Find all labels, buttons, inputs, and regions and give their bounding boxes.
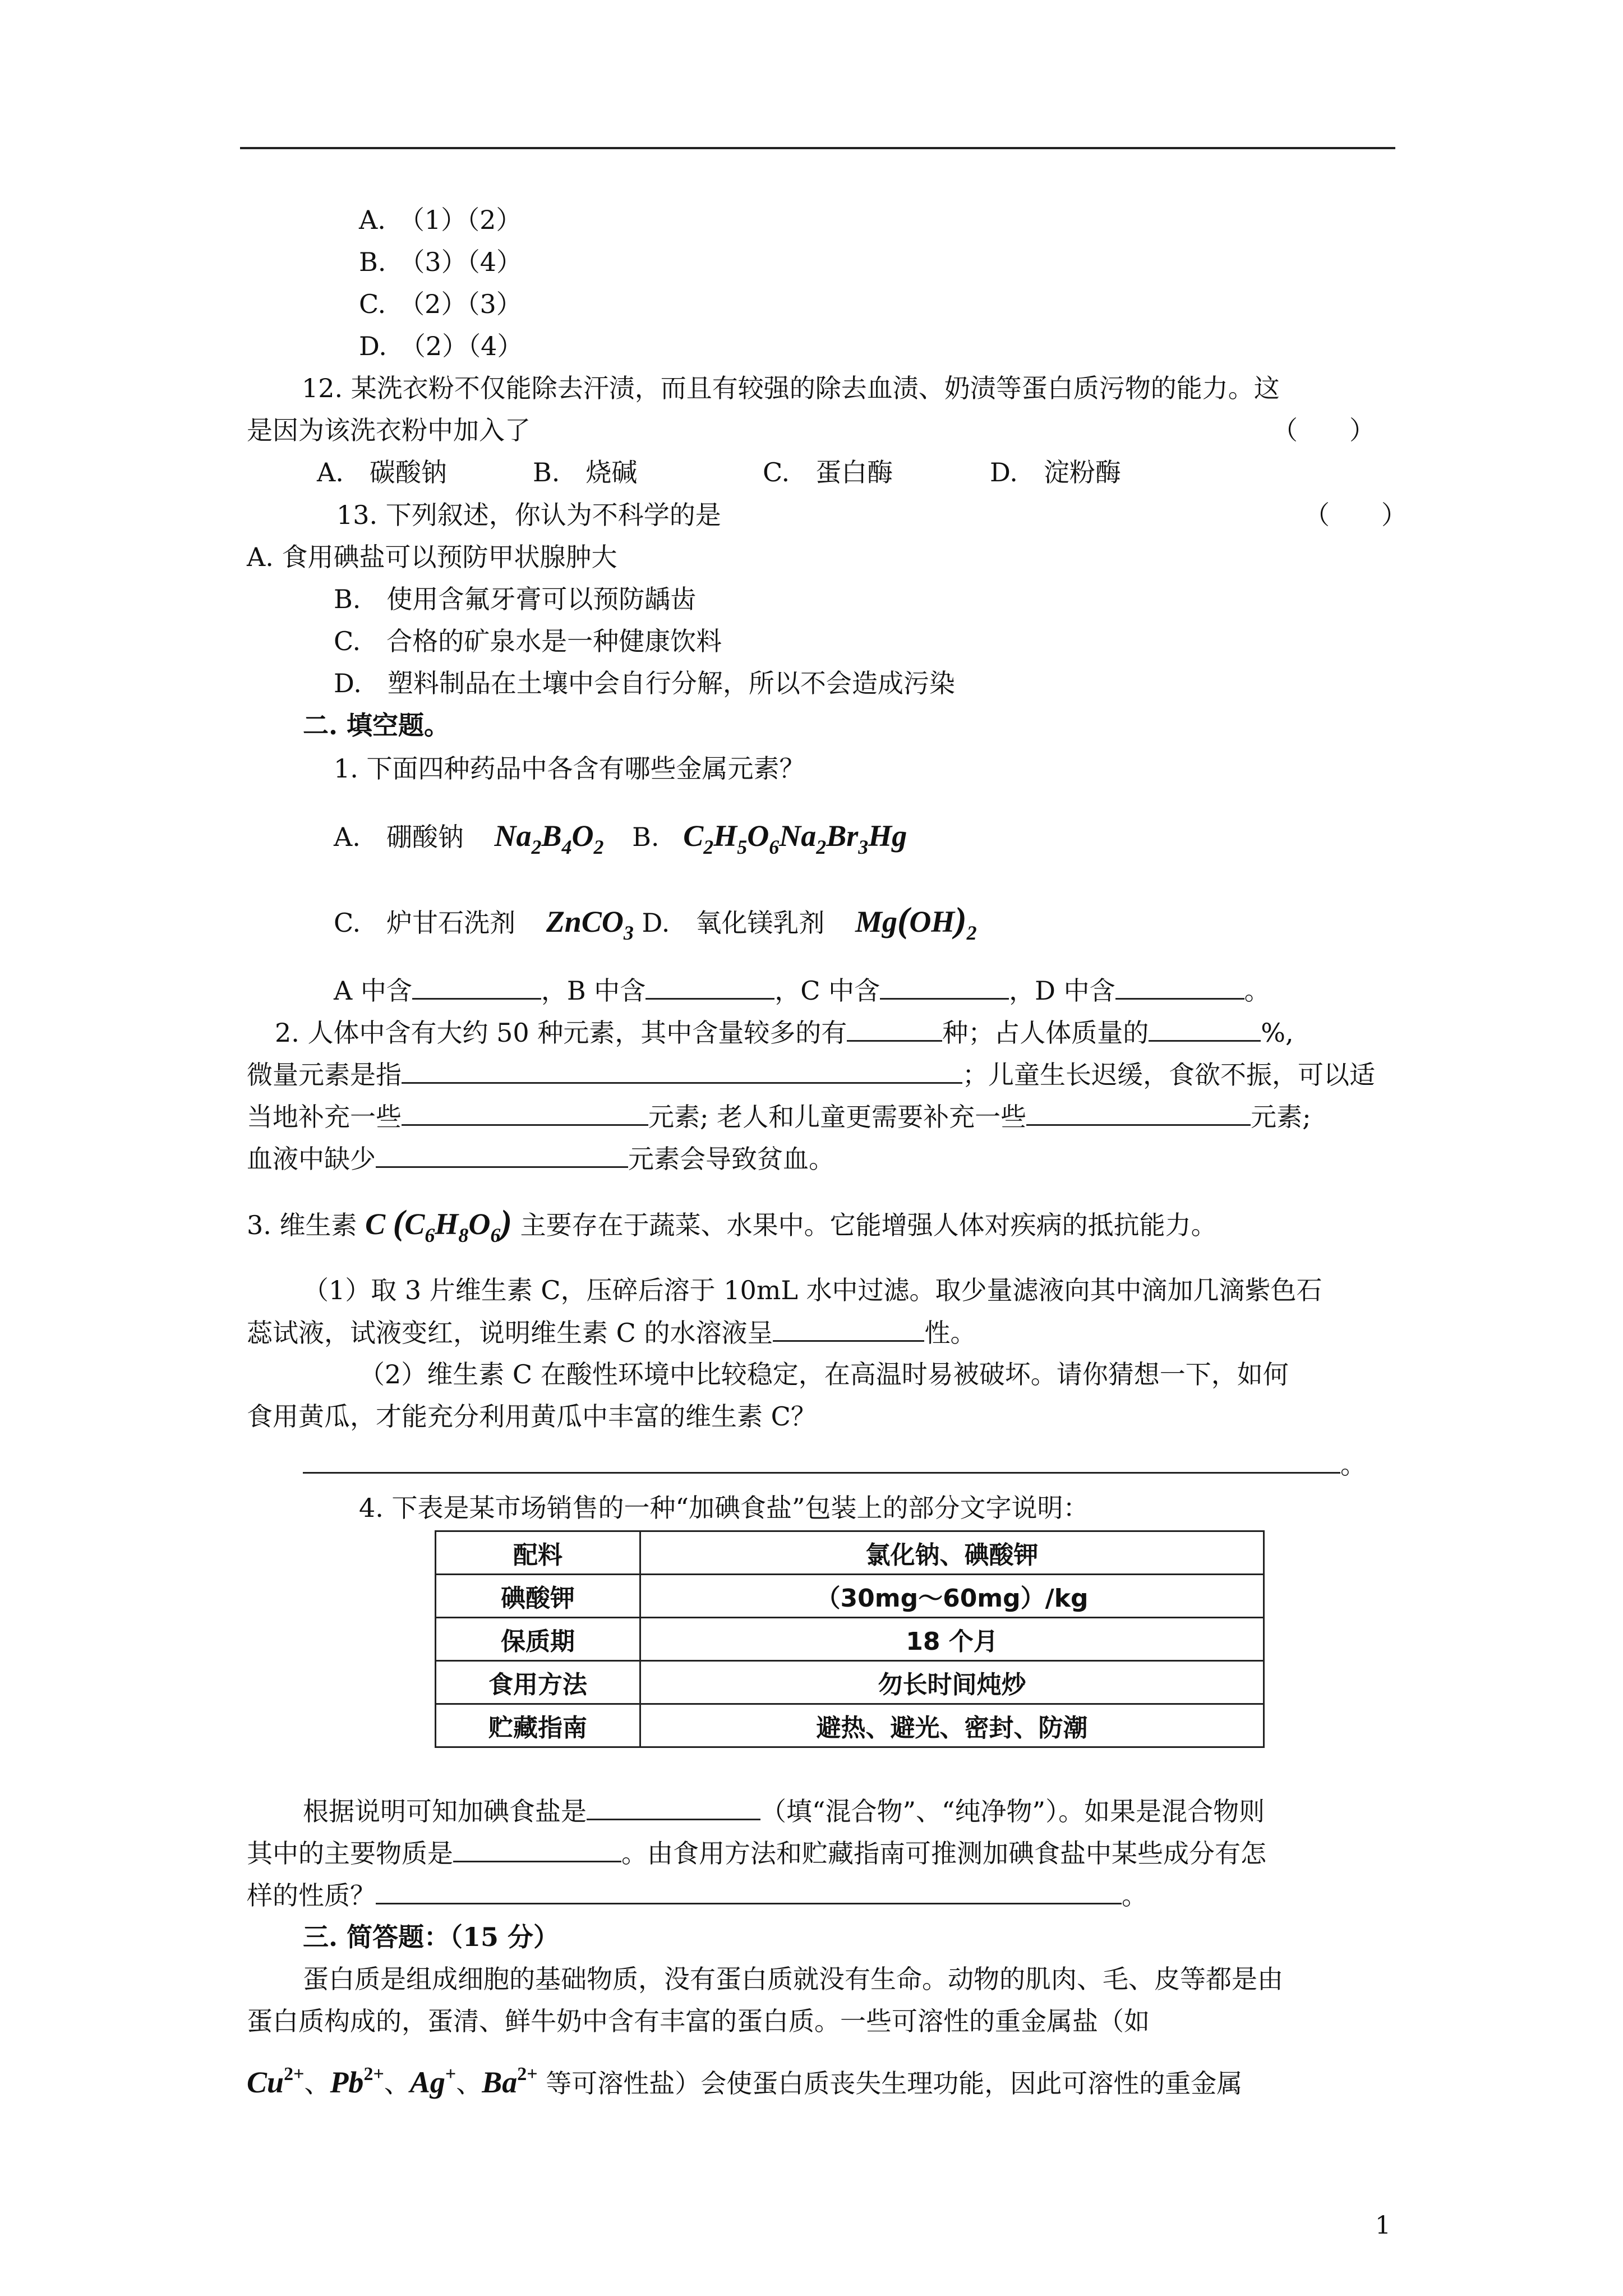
fill2-blank-elderly[interactable] [1026,1099,1251,1126]
fill4-after-line2 [247,1836,1266,1870]
fill3-part1-line1: （1）取 3 片维生素 C，压碎后溶于 10mL 水中过滤。取少量滤液向其中滴加几滴紫色石 [303,1275,1322,1305]
fill2-text-1: 2. 人体中含有大约 50 种元素，其中含量较多的有 [275,1018,847,1048]
fill1-stem: 1. 下面四种药品中各含有哪些金属元素？ [334,753,805,784]
ion-barium: $Ba^{2+}$ [482,2064,538,2099]
formula-zinc-carbonate: ZnCO$_3$ [546,905,634,944]
table-cell-value: 勿长时间炖炒 [640,1661,1264,1704]
fill2-text-2: 种；占人体质量的 [942,1018,1149,1048]
fill1-blank-c[interactable] [880,973,1009,1000]
fill4-after-text-3: 其中的主要物质是 [247,1838,453,1869]
fill4-blank-mixture[interactable] [587,1794,760,1820]
table-row [436,1575,1264,1618]
fill3-answer-line [303,1447,1366,1481]
ion-copper: $Cu^{2+}$ [247,2064,305,2099]
table-cell-key: 贮藏指南 [436,1704,640,1747]
fill3-blank-nature[interactable] [773,1315,924,1342]
section3-line2: 蛋白质构成的，蛋清、鲜牛奶中含有丰富的蛋白质。一些可溶性的重金属盐（如 [247,2006,1150,2036]
fill3-prefix: 3. 维生素 [247,1210,357,1240]
fill4-stem: 4. 下表是某市场销售的一种“加碘食盐”包装上的部分文字说明： [359,1493,1089,1523]
fill4-after-text-5: 样的性质？ [247,1880,376,1911]
fill3-part2-line1: （2）维生素 C 在酸性环境中比较稳定，在高温时易被破坏。请你猜想一下，如何 [359,1359,1289,1389]
fill4-after-text-4: 。由食用方法和贮藏指南可推测加碘食盐中某些成分有怎 [621,1838,1266,1869]
fill1-b-label: B. [632,822,660,852]
section3-line3-text: 等可溶性盐）会使蛋白质丧失生理功能，因此可溶性的重金属 [546,2068,1243,2099]
fill1-row1 [334,819,907,864]
q12-stem-line2: 是因为该洗衣粉中加入了 [247,415,531,445]
section3-line3: $Cu^{2+}$、$Pb^{2+}$、Ag+、$Ba^{2+}$ 等可溶性盐）会使蛋白质丧失生理功能，因此可溶性的重金属 [247,2064,1243,2099]
fill2-text-3: %, [1261,1018,1294,1048]
fill4-blank-main-substance[interactable] [453,1836,621,1862]
fill1-blank-a[interactable] [412,973,541,1000]
q11-option-a: A. （1）（2） [359,205,522,235]
q12-option-a: A. 碳酸钠 [317,457,447,487]
fill1-c-label: C. 炉甘石洗剂 [334,908,516,938]
fill4-blank-properties[interactable] [376,1878,1122,1904]
q12-option-d: D. 淀粉酶 [990,457,1121,487]
table-cell-key: 保质期 [436,1618,640,1661]
formula-magnesium-hydroxide: $Mg(OH)_2$ [855,900,977,944]
fill3-part2-line2: 食用黄瓜，才能充分利用黄瓜中丰富的维生素 C？ [247,1401,817,1432]
fill4-after-line3 [247,1878,1147,1912]
q11-option-d: D. （2）（4） [359,331,523,361]
formula-vitamin-c: C $(C_6H_8O_6)$ [365,1204,513,1246]
fill2-text-5: ；儿童生长迟缓，食欲不振，可以适 [962,1060,1375,1090]
q13-stem: 13. 下列叙述，你认为不科学的是 [336,500,721,530]
fill4-after-text-6: 。 [1122,1880,1147,1911]
table-cell-value: 避热、避光、密封、防潮 [640,1704,1264,1747]
fill2-text-8: 元素; [1251,1102,1311,1132]
fill2-line4 [247,1142,834,1176]
fill2-text-7: 元素; 老人和儿童更需要补充一些 [648,1102,1027,1132]
fill1-blank-d[interactable] [1115,973,1244,1000]
fill3-answer-end: 。 [1340,1450,1366,1480]
table-cell-key: 食用方法 [436,1661,640,1704]
fill1-answer-c-label: ，C 中含 [774,976,880,1006]
ion-silver: Ag+ [409,2064,457,2099]
q13-option-d: D. 塑料制品在土壤中会自行分解，所以不会造成污染 [334,668,955,698]
fill2-line1 [275,1015,1294,1050]
fill1-answer-d-label: ，D 中含 [1009,976,1115,1006]
fill1-answer-line [334,973,1270,1007]
section3-line1: 蛋白质是组成细胞的基础物质，没有蛋白质就没有生命。动物的肌肉、毛、皮等都是由 [303,1964,1283,1994]
fill1-blank-b[interactable] [645,973,774,1000]
fill4-after-text-2: （填“混合物”、“纯净物”）。如果是混合物则 [760,1796,1265,1826]
fill2-line3 [247,1099,1311,1134]
fill2-text-10: 元素会导致贫血。 [628,1144,834,1174]
q12-answer-bracket: （ ） [1272,415,1375,445]
q11-option-b: B. （3）（4） [359,247,522,277]
header-rule [240,147,1395,149]
fill3-blank-answer[interactable] [303,1447,1340,1474]
q12-option-c: C. 蛋白酶 [763,457,893,487]
fill3-line1 [247,1206,1217,1252]
fill4-after-text-1: 根据说明可知加碘食盐是 [303,1796,587,1826]
table-cell-value: （30mg～60mg）/kg [640,1575,1264,1618]
table-cell-key: 配料 [436,1531,640,1575]
fill3-part1-line2 [247,1315,976,1350]
table-row [436,1661,1264,1704]
fill4-after-line1 [303,1794,1265,1828]
section3-heading: 三. 简答题：（15 分） [303,1922,560,1952]
fill2-blank-children[interactable] [402,1099,648,1126]
fill3-part1-text: 蕊试液，试液变红，说明维生素 C 的水溶液呈 [247,1318,773,1348]
fill1-a-label: A. 硼酸钠 [334,822,464,852]
fill2-text-4: 微量元素是指 [247,1060,402,1090]
q13-option-b: B. 使用含氟牙膏可以预防龋齿 [334,584,697,614]
table-cell-value: 18 个月 [640,1618,1264,1661]
q12-option-b: B. 烧碱 [533,457,638,487]
ion-lead: $Pb^{2+}$ [330,2064,384,2099]
fill2-blank-count[interactable] [847,1015,942,1042]
q13-answer-bracket: （ ） [1304,500,1407,530]
formula-sodium-borate: $Na_2B_4O_2$ [494,819,604,858]
fill1-d-label: D. 氧化镁乳剂 [642,908,825,938]
fill1-answer-a-label: A 中含 [334,976,412,1006]
q11-option-c: C. （2）（3） [359,289,522,319]
table-row [436,1618,1264,1661]
formula-b-compound: $C_2H_5O_6Na_2Br_3Hg$ [683,819,907,858]
q12-stem-line1: 12. 某洗衣粉不仅能除去汗渍，而且有较强的除去血渍、奶渍等蛋白质污物的能力。这 [302,373,1280,403]
fill3-part1-end: 性。 [924,1318,976,1348]
fill1-answer-b-label: ，B 中含 [541,976,646,1006]
fill3-suffix: 主要存在于蔬菜、水果中。它能增强人体对疾病的抵抗能力。 [520,1210,1217,1240]
table-row [436,1704,1264,1747]
section2-heading: 二. 填空题。 [303,710,450,740]
fill2-blank-trace-elements[interactable] [402,1057,962,1084]
iodized-salt-table [435,1530,1265,1748]
fill2-text-9: 血液中缺少 [247,1144,376,1174]
q13-option-c: C. 合格的矿泉水是一种健康饮料 [334,626,722,656]
table-cell-value: 氯化钠、碘酸钾 [640,1531,1264,1575]
fill2-blank-anemia[interactable] [376,1142,628,1168]
table-cell-key: 碘酸钾 [436,1575,640,1618]
q13-option-a: A. 食用碘盐可以预防甲状腺肿大 [247,542,617,572]
page-number: 1 [1375,2211,1391,2240]
fill2-text-6: 当地补充一些 [247,1102,402,1132]
fill1-answer-end: 。 [1244,976,1270,1006]
fill2-line2 [247,1057,1375,1092]
fill1-row2 [334,900,977,950]
table-row [436,1531,1264,1575]
fill2-blank-percent[interactable] [1149,1015,1261,1042]
